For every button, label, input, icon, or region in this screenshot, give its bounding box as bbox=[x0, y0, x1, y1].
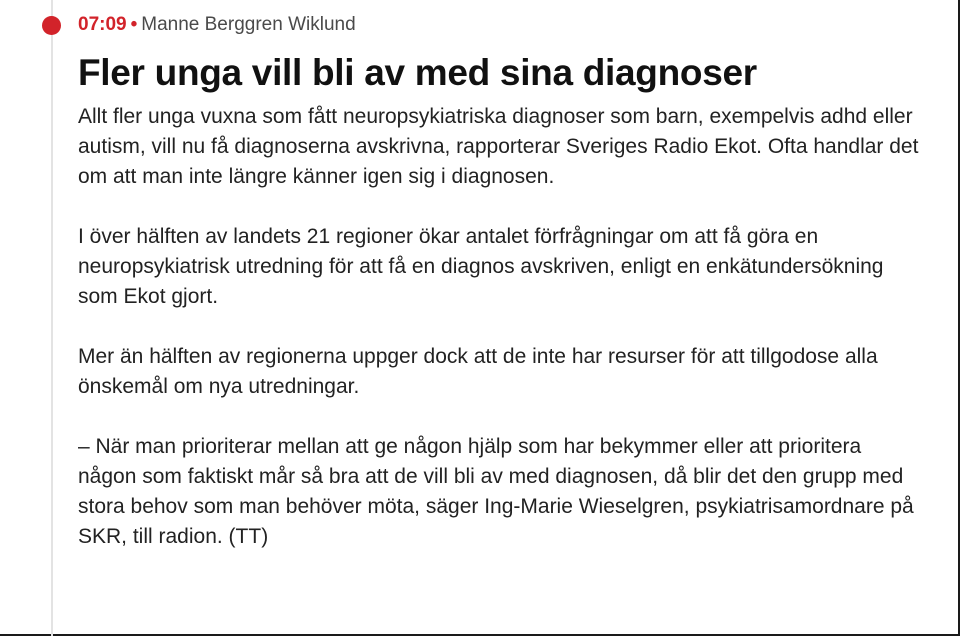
entry-meta bbox=[78, 12, 922, 38]
body-paragraph: Mer än hälften av regionerna uppger dock att de inte har resurser för att tillgodose alla önskemål om nya utredningar. bbox=[78, 345, 878, 398]
timeline-dot-icon bbox=[42, 16, 61, 35]
entry-headline[interactable]: Fler unga vill bli av med sina diagnoser bbox=[78, 52, 757, 93]
body-paragraph: – När man prioriterar mellan att ge någon hjälp som har bekymmer eller att prioritera någon som faktiskt mår så bra att de vill bli av med diagnosen, då blir det den grupp med stora behov som man behöver möta, säger Ing-Marie Wieselgren, psykiatrisamordnare på SKR, till radion. (TT) bbox=[78, 435, 914, 548]
meta-separator: • bbox=[130, 14, 138, 35]
entry-body bbox=[78, 102, 922, 552]
entry-time: 07:09 bbox=[78, 14, 127, 35]
body-paragraph: Allt fler unga vuxna som fått neuropsykiatriska diagnoser som barn, exempelvis adhd eller autism, vill nu få diagnoserna avskrivna, rapporterar Sveriges Radio Ekot. Ofta handlar det om att man inte längre känner igen sig i diagnosen. bbox=[78, 105, 919, 188]
body-paragraph: I över hälften av landets 21 regioner ökar antalet förfrågningar om att få göra en neuropsykiatrisk utredning för att få en diagnos avskriven, enligt en enkätundersökning som Ekot gjort. bbox=[78, 225, 884, 308]
news-entry bbox=[78, 12, 922, 552]
timeline-line bbox=[51, 0, 53, 636]
entry-author[interactable]: Manne Berggren Wiklund bbox=[141, 14, 356, 35]
